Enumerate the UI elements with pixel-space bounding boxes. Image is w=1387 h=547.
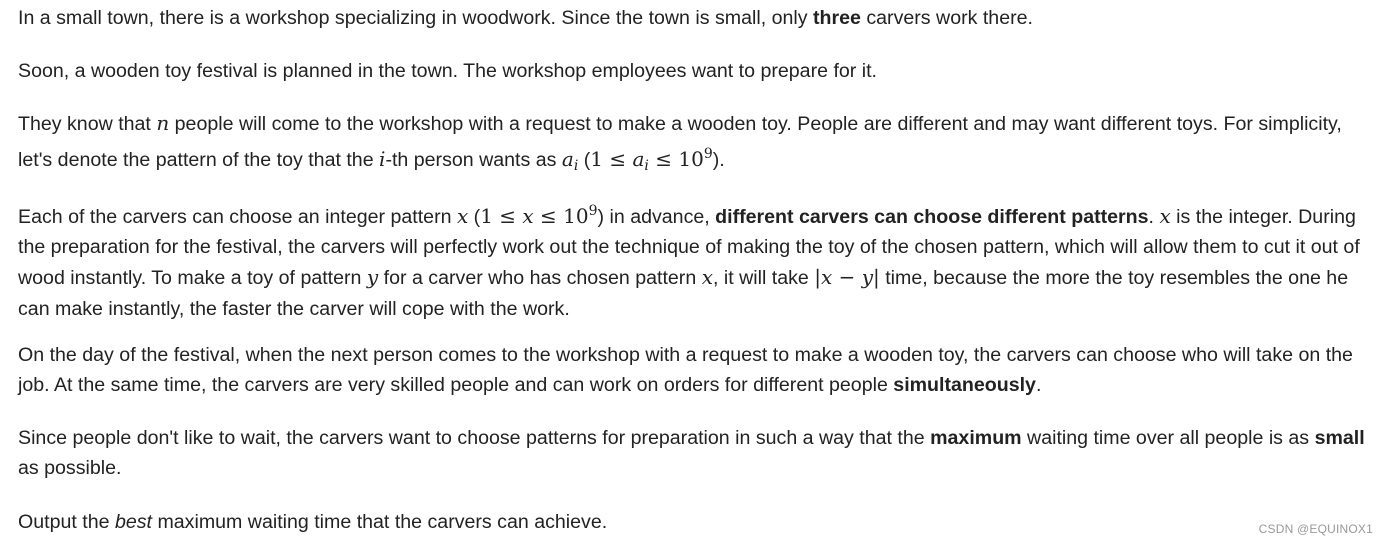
- emphasis-small: small: [1314, 427, 1365, 449]
- paragraph-intro: In a small town, there is a workshop specializing in woodwork. Since the town is small, only three carvers work there.: [18, 7, 1033, 29]
- paragraph-carvers-patterns: Each of the carvers can choose an integer pattern x $(1 \le x \le 10^9)$ in advance, different carvers can choose different patterns. x is the integer. During the preparation for the festival, the carvers will perfectly work out the technique of making the toy of the chosen pattern, which will allow them to cut it out of wood instantly. To make a toy of pattern y for a carver who has chosen pattern x, it will take |x − y| time, because the more the toy resembles the one he can make instantly, the faster the carver will cope with the work.: [18, 203, 1360, 320]
- math-n: n: [156, 111, 170, 135]
- emphasis-maximum: maximum: [930, 427, 1022, 449]
- emphasis-best: best: [114, 511, 152, 533]
- math-abs-diff: |x − y|: [814, 265, 880, 290]
- math-y: y: [366, 265, 379, 290]
- math-x-bound: $1 \le x \le 10^9$: [480, 203, 598, 228]
- emphasis-simultaneously: simultaneously: [893, 374, 1036, 397]
- math-bound-expression: $1 \le a_i \le 10^9$: [590, 146, 713, 175]
- math-a-i: $a_i$: [561, 147, 579, 175]
- emphasis-different-patterns: different carvers can choose different patterns: [715, 206, 1149, 228]
- math-i: i: [379, 147, 386, 172]
- paragraph-output: Output the best maximum waiting time that the carvers can achieve.: [18, 511, 608, 533]
- paragraph-waiting: Since people don't like to wait, the carvers want to choose patterns for preparation in such a way that the maximum waiting time over all people is as small as possible.: [18, 427, 1365, 480]
- csdn-watermark: CSDN @EQUINOX1: [1258, 522, 1373, 536]
- paragraph-people: They know that n people will come to the workshop with a request to make a wooden toy. People are different and may want different toys. For simplicity, let's denote the pattern of the toy that the i-th person wants as $a_i$ $(1 \le a_i \le 10^9)$.: [18, 111, 1342, 175]
- math-x: x: [456, 204, 469, 228]
- paragraph-festival: Soon, a wooden toy festival is planned in the town. The workshop employees want to prepare for it.: [18, 60, 877, 82]
- paragraph-festival-day: On the day of the festival, when the next person comes to the workshop with a request to make a wooden toy, the carvers can choose who will take on the job. At the same time, the carvers are very skilled people and can work on orders for different people simultaneously.: [18, 344, 1353, 397]
- emphasis-three: three: [813, 7, 861, 29]
